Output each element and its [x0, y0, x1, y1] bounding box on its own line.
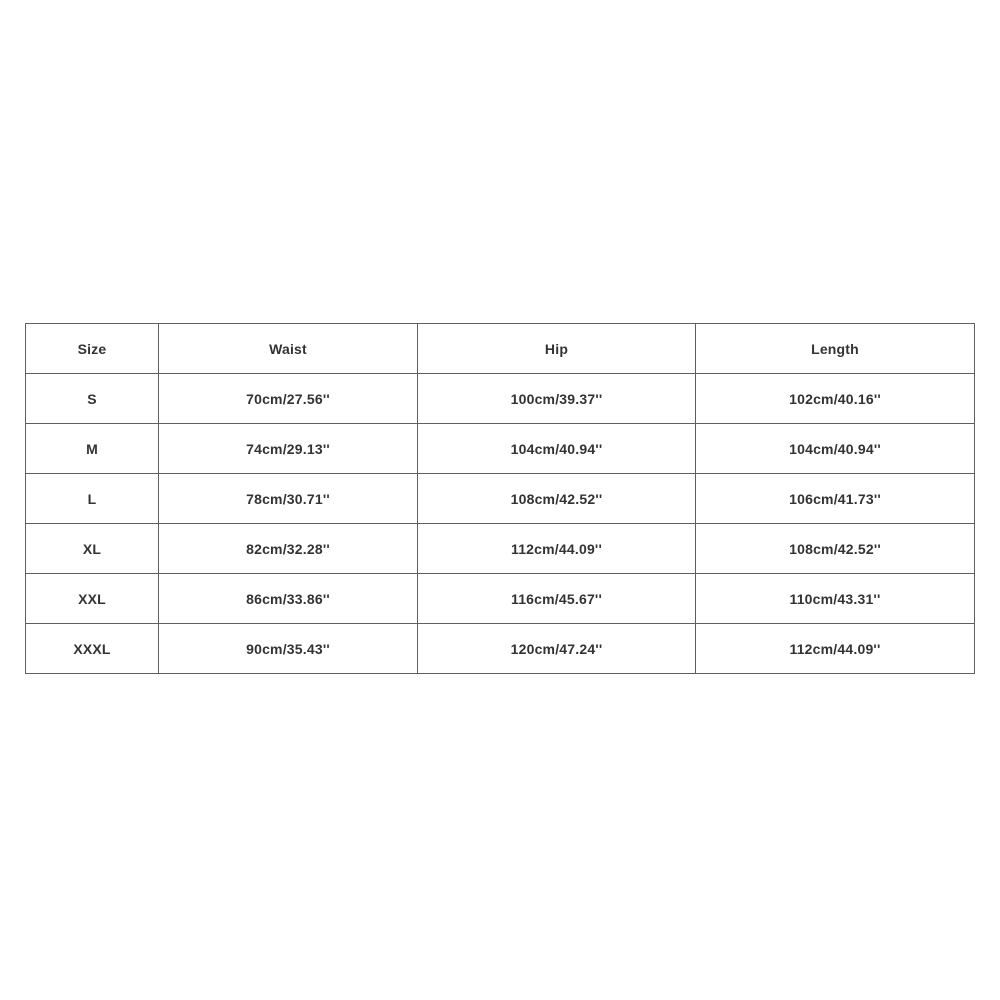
table-row	[26, 574, 975, 624]
table-row	[26, 524, 975, 574]
measurement-cell: 112cm/44.09''	[696, 624, 975, 674]
measurement-cell: 110cm/43.31''	[696, 574, 975, 624]
measurement-cell: 90cm/35.43''	[159, 624, 418, 674]
size-chart-container	[25, 323, 974, 674]
measurement-cell: 120cm/47.24''	[418, 624, 696, 674]
measurement-cell: 104cm/40.94''	[696, 424, 975, 474]
size-chart-head	[26, 324, 975, 374]
column-header-length: Length	[696, 324, 975, 374]
measurement-cell: 108cm/42.52''	[418, 474, 696, 524]
size-label-cell: XXL	[26, 574, 159, 624]
measurement-cell: 106cm/41.73''	[696, 474, 975, 524]
column-header-waist: Waist	[159, 324, 418, 374]
measurement-cell: 108cm/42.52''	[696, 524, 975, 574]
size-chart-body	[26, 374, 975, 674]
measurement-cell: 86cm/33.86''	[159, 574, 418, 624]
table-row	[26, 374, 975, 424]
size-label-cell: XXXL	[26, 624, 159, 674]
measurement-cell: 102cm/40.16''	[696, 374, 975, 424]
measurement-cell: 116cm/45.67''	[418, 574, 696, 624]
size-chart-header-row	[26, 324, 975, 374]
measurement-cell: 82cm/32.28''	[159, 524, 418, 574]
measurement-cell: 70cm/27.56''	[159, 374, 418, 424]
size-label-cell: L	[26, 474, 159, 524]
measurement-cell: 104cm/40.94''	[418, 424, 696, 474]
table-row	[26, 424, 975, 474]
measurement-cell: 112cm/44.09''	[418, 524, 696, 574]
size-label-cell: S	[26, 374, 159, 424]
table-row	[26, 474, 975, 524]
measurement-cell: 74cm/29.13''	[159, 424, 418, 474]
measurement-cell: 100cm/39.37''	[418, 374, 696, 424]
size-label-cell: M	[26, 424, 159, 474]
column-header-hip: Hip	[418, 324, 696, 374]
size-label-cell: XL	[26, 524, 159, 574]
table-row	[26, 624, 975, 674]
measurement-cell: 78cm/30.71''	[159, 474, 418, 524]
size-chart-table	[25, 323, 975, 674]
column-header-size: Size	[26, 324, 159, 374]
